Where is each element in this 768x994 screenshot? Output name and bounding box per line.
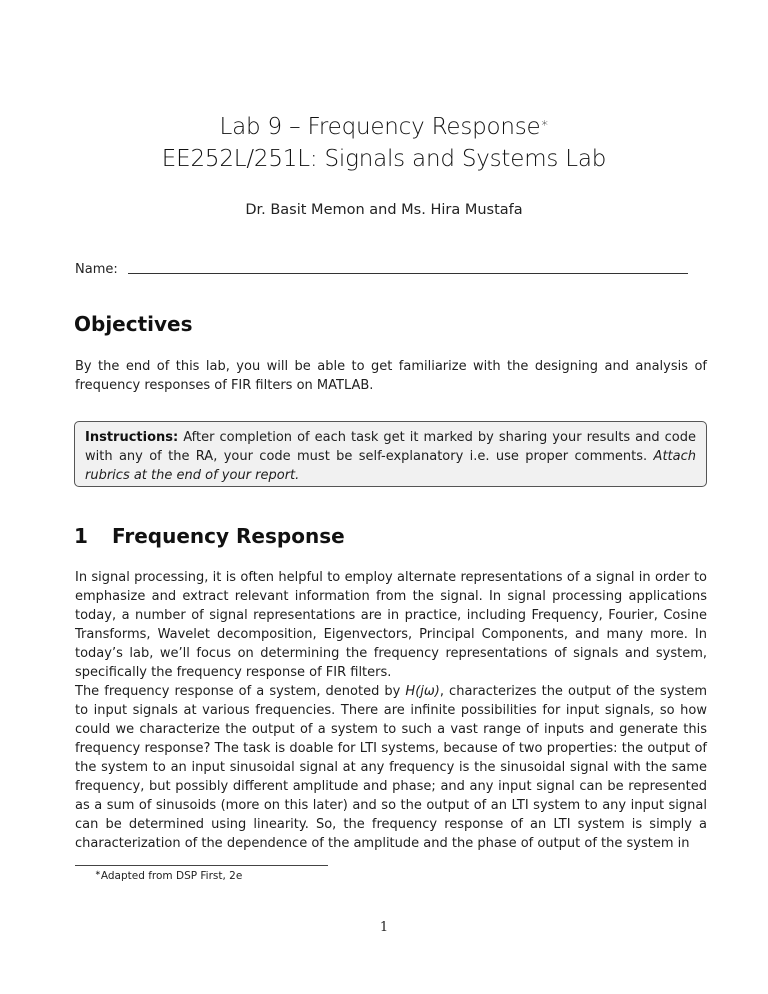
frequency-response-symbol: H(jω) bbox=[405, 684, 440, 699]
name-field-row bbox=[75, 262, 688, 277]
instructions-box bbox=[74, 421, 707, 487]
instructions-label: Instructions: bbox=[85, 430, 179, 445]
footnote bbox=[95, 870, 242, 882]
section-title: Frequency Response bbox=[112, 524, 345, 548]
footnote-marker: ∗ bbox=[95, 869, 101, 877]
instructions-italic-text: Attach rubrics at the end of your report. bbox=[85, 449, 696, 483]
objectives-text: By the end of this lab, you will be able to get familiarize with the designing and analysis of frequency responses of FIR filters on MATLAB. bbox=[75, 359, 707, 393]
section-1-paragraph-2 bbox=[75, 682, 707, 853]
objectives-heading: Objectives bbox=[74, 312, 193, 336]
title-line-1: Lab 9 – Frequency Response bbox=[219, 114, 541, 140]
name-field[interactable] bbox=[128, 263, 688, 274]
authors: Dr. Basit Memon and Ms. Hira Mustafa bbox=[245, 202, 523, 218]
section-number: 1 bbox=[74, 524, 88, 548]
course-title: EE252L/251L: Signals and Systems Lab bbox=[161, 146, 607, 172]
footnote-text: Adapted from DSP First, 2e bbox=[100, 870, 243, 882]
page-number: 1 bbox=[379, 920, 389, 935]
section-1-paragraph-1: In signal processing, it is often helpful to employ alternate representations of a signal in order to emphasize and extract relevant information from the signal. In signal processing applications today, a number of signal representations are in practice, including Frequency, Fourier, Cosine Transforms, Wavelet decomposition, Eigenvectors, Principal Components, and many more. In today’s lab, we’ll focus on determining the frequency representations of signals and system, specifically the frequency response of FIR filters. bbox=[75, 570, 707, 680]
para2-text-before: The frequency response of a system, denoted by bbox=[75, 684, 406, 699]
section-1-heading bbox=[74, 524, 345, 548]
document-title bbox=[0, 112, 768, 142]
name-label: Name: bbox=[75, 262, 118, 277]
footnote-divider bbox=[75, 865, 328, 866]
instructions-text: After completion of each task get it marked by sharing your results and code with any of the RA, your code must be self-explanatory i.e. use proper comments. bbox=[85, 430, 696, 464]
para2-text-after: , characterizes the output of the system to input signals at various frequencies. There are infinite possibilities for input signals, so how could we characterize the output of a system to such a vast range of inputs and generate this frequency response? The task is doable for LTI systems, because of two properties: the output of the system to an input sinusoidal signal at any frequency is the sinusoidal signal with the same frequency, but possibly different amplitude and phase; and any input signal can be represented as a sum of sinusoids (more on this later) and so the output of an LTI system to any input signal can be determined using linearity. So, the frequency response of an LTI system is simply a characterization of the dependence of the amplitude and the phase of output of the system in bbox=[75, 684, 707, 851]
footnote-marker: ∗ bbox=[540, 116, 549, 131]
